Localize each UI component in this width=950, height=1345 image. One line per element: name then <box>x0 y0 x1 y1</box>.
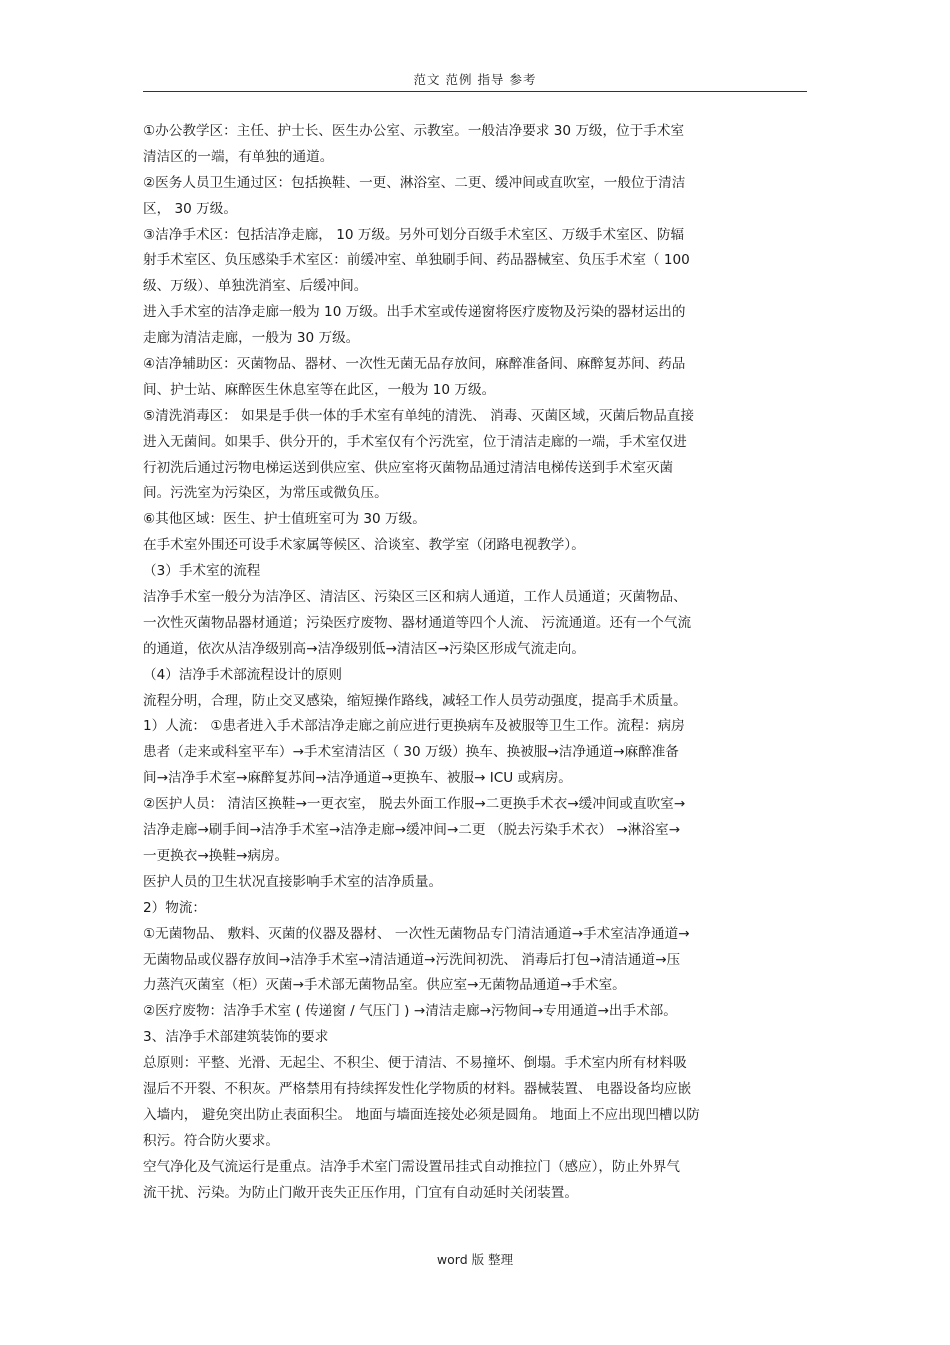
text-line: 行初洗后通过污物电梯运送到供应室、供应室将灭菌物品通过清洁电梯传送到手术室灭菌 <box>143 459 674 476</box>
text-line: ②医务人员卫生通过区：包括换鞋、一更、淋浴室、二更、缓冲间或直吹室，一般位于清洁 <box>143 174 686 191</box>
text-line: 1）人流： ①患者进入手术部洁净走廊之前应进行更换病车及被服等卫生工作。流程：病房 <box>143 718 685 735</box>
text-line: ⑤清洗消毒区： 如果是手供一体的手术室有单纯的清洗、 消毒、灭菌区域，灭菌后物品直接 <box>143 407 694 424</box>
text-line: 空气净化及气流运行是重点。洁净手术室门需设置吊挂式自动推拉门（感应），防止外界气 <box>143 1158 680 1175</box>
text-line: 射手术室区、负压感染手术室区：前缓冲室、单独刷手间、药品器械室、负压手术室（ 100 <box>143 252 690 269</box>
text-line: 走廊为清洁走廊，一般为 30 万级。 <box>143 330 360 347</box>
text-line: 2）物流： <box>143 899 207 916</box>
text-line: 的通道，依次从洁净级别高→洁净级别低→清洁区→污染区形成气流走向。 <box>143 640 585 657</box>
text-line: 3、洁净手术部建筑装饰的要求 <box>143 1029 329 1046</box>
text-line: 流干扰、污染。为防止门敞开丧失正压作用，门宜有自动延时关闭装置。 <box>143 1184 578 1201</box>
text-line: 区， 30 万级。 <box>143 200 237 217</box>
text-line: 力蒸汽灭菌室（柜）灭菌→手术部无菌物品室。供应室→无菌物品通道→手术室。 <box>143 977 626 994</box>
text-line: 总原则：平整、光滑、无起尘、不积尘、便于清洁、不易撞坏、倒塌。手术室内所有材料吸 <box>143 1055 687 1072</box>
text-line: 级、万级）、单独洗消室、后缓冲间。 <box>143 278 368 295</box>
text-line: ③洁净手术区：包括洁净走廊， 10 万级。另外可划分百级手术室区、万级手术室区、防辐 <box>143 226 685 243</box>
text-line: ⑥其他区域：医生、护士值班室可为 30 万级。 <box>143 511 426 528</box>
text-line: 医护人员的卫生状况直接影响手术室的洁净质量。 <box>143 873 443 890</box>
text-line: 间→洁净手术室→麻醉复苏间→洁净通道→更换车、被服→ ICU 或病房。 <box>143 770 572 787</box>
text-line: ④洁净辅助区：灭菌物品、器材、一次性无菌无品存放间，麻醉准备间、麻醉复苏间、药品 <box>143 356 686 373</box>
text-line: 进入无菌间。如果手、供分开的，手术室仅有个污洗室，位于清洁走廊的一端，手术室仅进 <box>143 433 687 450</box>
text-line: 一次性灭菌物品器材通道；污染医疗废物、器材通道等四个人流、 污流通道。还有一个气流 <box>143 614 692 631</box>
text-line: 间、护士站、麻醉医生休息室等在此区，一般为 10 万级。 <box>143 381 496 398</box>
text-line: 入墙内， 避免突出防止表面积尘。 地面与墙面连接处必须是圆角。 地面上不应出现凹槽以防 <box>143 1106 700 1123</box>
text-line: 清洁区的一端，有单独的通道。 <box>143 148 334 165</box>
text-line: 间。污洗室为污染区，为常压或微负压。 <box>143 485 388 502</box>
text-line: ①无菌物品、 敷料、灭菌的仪器及器材、 一次性无菌物品专门清洁通道→手术室洁净通道→ <box>143 925 690 942</box>
text-line: ①办公教学区：主任、护士长、医生办公室、示教室。一般洁净要求 30 万级，位于手术室 <box>143 123 685 139</box>
page-footer: word 版 整理 <box>436 1252 514 1267</box>
text-line: 洁净手术室一般分为洁净区、清洁区、污染区三区和病人通道，工作人员通道；灭菌物品、 <box>143 589 687 606</box>
header-divider <box>143 91 807 92</box>
text-line: 在手术室外围还可设手术家属等候区、洽谈室、教学室（闭路电视教学）。 <box>143 537 585 554</box>
text-line: 进入手术室的洁净走廊一般为 10 万级。出手术室或传递窗将医疗废物及污染的器材运出的 <box>143 304 686 321</box>
text-line: 流程分明，合理，防止交叉感染，缩短操作路线，减轻工作人员劳动强度，提高手术质量。 <box>143 692 687 709</box>
text-line: （3）手术室的流程 <box>143 563 261 580</box>
document-body <box>143 119 807 1206</box>
text-line: 无菌物品或仪器存放间→洁净手术室→清洁通道→污洗间初洗、 消毒后打包→清洁通道→压 <box>143 951 681 968</box>
text-line: 积污。符合防火要求。 <box>143 1132 279 1149</box>
text-line: 一更换衣→换鞋→病房。 <box>143 847 289 864</box>
text-line: ②医疗废物：洁净手术室 ( 传递窗 / 气压门 ) →清洁走廊→污物间→专用通道→出手术部。 <box>143 1003 677 1020</box>
text-line: （4）洁净手术部流程设计的原则 <box>143 666 342 683</box>
text-line: 患者（走来或科室平车）→手术室清洁区（ 30 万级）换车、换被服→洁净通道→麻醉准备 <box>143 744 679 761</box>
text-line: 洁净走廊→刷手间→洁净手术室→洁净走廊→缓冲间→二更 （脱去污染手术衣） →淋浴室→ <box>143 822 680 839</box>
text-line: ②医护人员： 清洁区换鞋→一更衣室， 脱去外面工作服→二更换手术衣→缓冲间或直吹室→ <box>143 796 686 813</box>
page-header: 范文 范例 指导 参考 <box>413 72 537 87</box>
text-line: 湿后不开裂、不积灰。严格禁用有持续挥发性化学物质的材料。器械装置、 电器设备均应嵌 <box>143 1080 692 1097</box>
